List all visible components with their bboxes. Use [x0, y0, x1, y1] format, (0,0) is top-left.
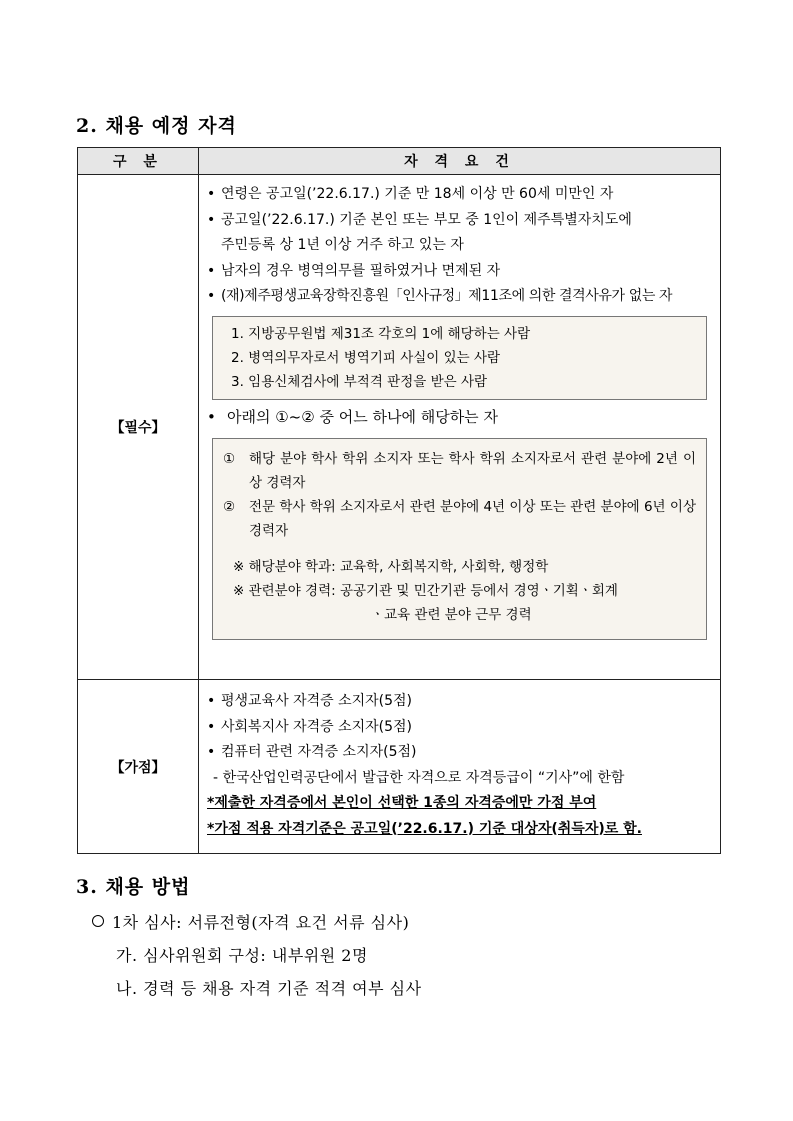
condition-item-2: [223, 495, 696, 543]
method-sub-b: 나. 경력 등 채용 자격 기준 적격 여부 심사: [116, 979, 422, 998]
condition-box: [212, 438, 707, 640]
condition-item-1-mark: ①: [223, 451, 236, 467]
required-bullet-condition: • 아래의 ①~② 중 어느 하나에 해당하는 자: [207, 405, 712, 431]
table-header-row: [78, 148, 721, 175]
header-category: 구 분: [78, 148, 199, 175]
note-related-career: ※ 관련분야 경력: 공공기관 및 민간기관 등에서 경영ㆍ기획ㆍ회계: [233, 583, 618, 599]
note-field-majors: ※ 해당분야 학과: 교육학, 사회복지학, 사회학, 행정학: [233, 559, 549, 575]
circle-bullet-icon: [92, 915, 104, 927]
required-bullet-military: • 남자의 경우 병역의무를 필하였거나 면제된 자: [207, 259, 712, 285]
required-bullet-disqualification: • (재)제주평생교육장학진흥원「인사규정」제11조에 의한 결격사유가 없는 자: [207, 284, 712, 310]
condition-item-1-text: 해당 분야 학사 학위 소지자 또는 학사 학위 소지자로서 관련 분야에 2년 이상 경력자: [249, 451, 696, 491]
bonus-emphasis-2: *가점 적용 자격기준은 공고일(’22.6.17.) 기준 대상자(취득자)로 함.: [207, 820, 642, 837]
bonus-dash-note: - 한국산업인력공단에서 발급한 자격으로 자격등급이 “기사”에 한함: [213, 769, 625, 786]
section-2-title: 2. 채용 예정 자격: [76, 115, 237, 137]
disq-item-1: 1. 지방공무원법 제31조 각호의 1에 해당하는 사람: [231, 325, 531, 342]
qualification-table: [77, 147, 721, 854]
note-related-career-cont: ㆍ교육 관련 분야 근무 경력: [371, 607, 532, 623]
required-label: 【필수】: [78, 175, 199, 680]
section-3-title: 3. 채용 방법: [76, 876, 191, 898]
required-row: [78, 175, 721, 680]
bonus-row: [78, 680, 721, 854]
method-sub-a: 가. 심사위원회 구성: 내부위원 2명: [116, 946, 368, 965]
condition-item-2-mark: ②: [223, 499, 236, 515]
method-item-1: [92, 910, 409, 933]
disq-item-3: 3. 임용신체검사에 부적격 판정을 받은 사람: [231, 373, 488, 390]
bonus-bullet-lifelong-educator: • 평생교육사 자격증 소지자(5점): [207, 689, 712, 715]
disqualification-box: [212, 316, 707, 400]
bonus-bullet-social-worker: • 사회복지사 자격증 소지자(5점): [207, 715, 712, 741]
bonus-label: 【가점】: [78, 680, 199, 854]
header-requirements: 자 격 요 건: [199, 148, 721, 175]
disq-item-2: 2. 병역의무자로서 병역기피 사실이 있는 사람: [231, 349, 501, 366]
bonus-bullet-computer-cert: • 컴퓨터 관련 자격증 소지자(5점): [207, 740, 712, 766]
required-content: [199, 175, 721, 680]
required-bullet-residence-cont: 주민등록 상 1년 이상 거주 하고 있는 자: [221, 237, 464, 253]
method-item-1-text: 1차 심사: 서류전형(자격 요건 서류 심사): [112, 913, 410, 932]
condition-item-1: [223, 447, 696, 495]
condition-item-2-text: 전문 학사 학위 소지자로서 관련 분야에 4년 이상 또는 관련 분야에 6년 이상 경력자: [249, 499, 696, 539]
required-bullet-age: • 연령은 공고일(’22.6.17.) 기준 만 18세 이상 만 60세 미만인 자: [207, 182, 712, 208]
bonus-content: [199, 680, 721, 854]
bonus-emphasis-1: *제출한 자격증에서 본인이 선택한 1종의 자격증에만 가점 부여: [207, 795, 597, 811]
required-bullet-residence: • 공고일(’22.6.17.) 기준 본인 또는 부모 중 1인이 제주특별자치도에: [207, 208, 712, 234]
